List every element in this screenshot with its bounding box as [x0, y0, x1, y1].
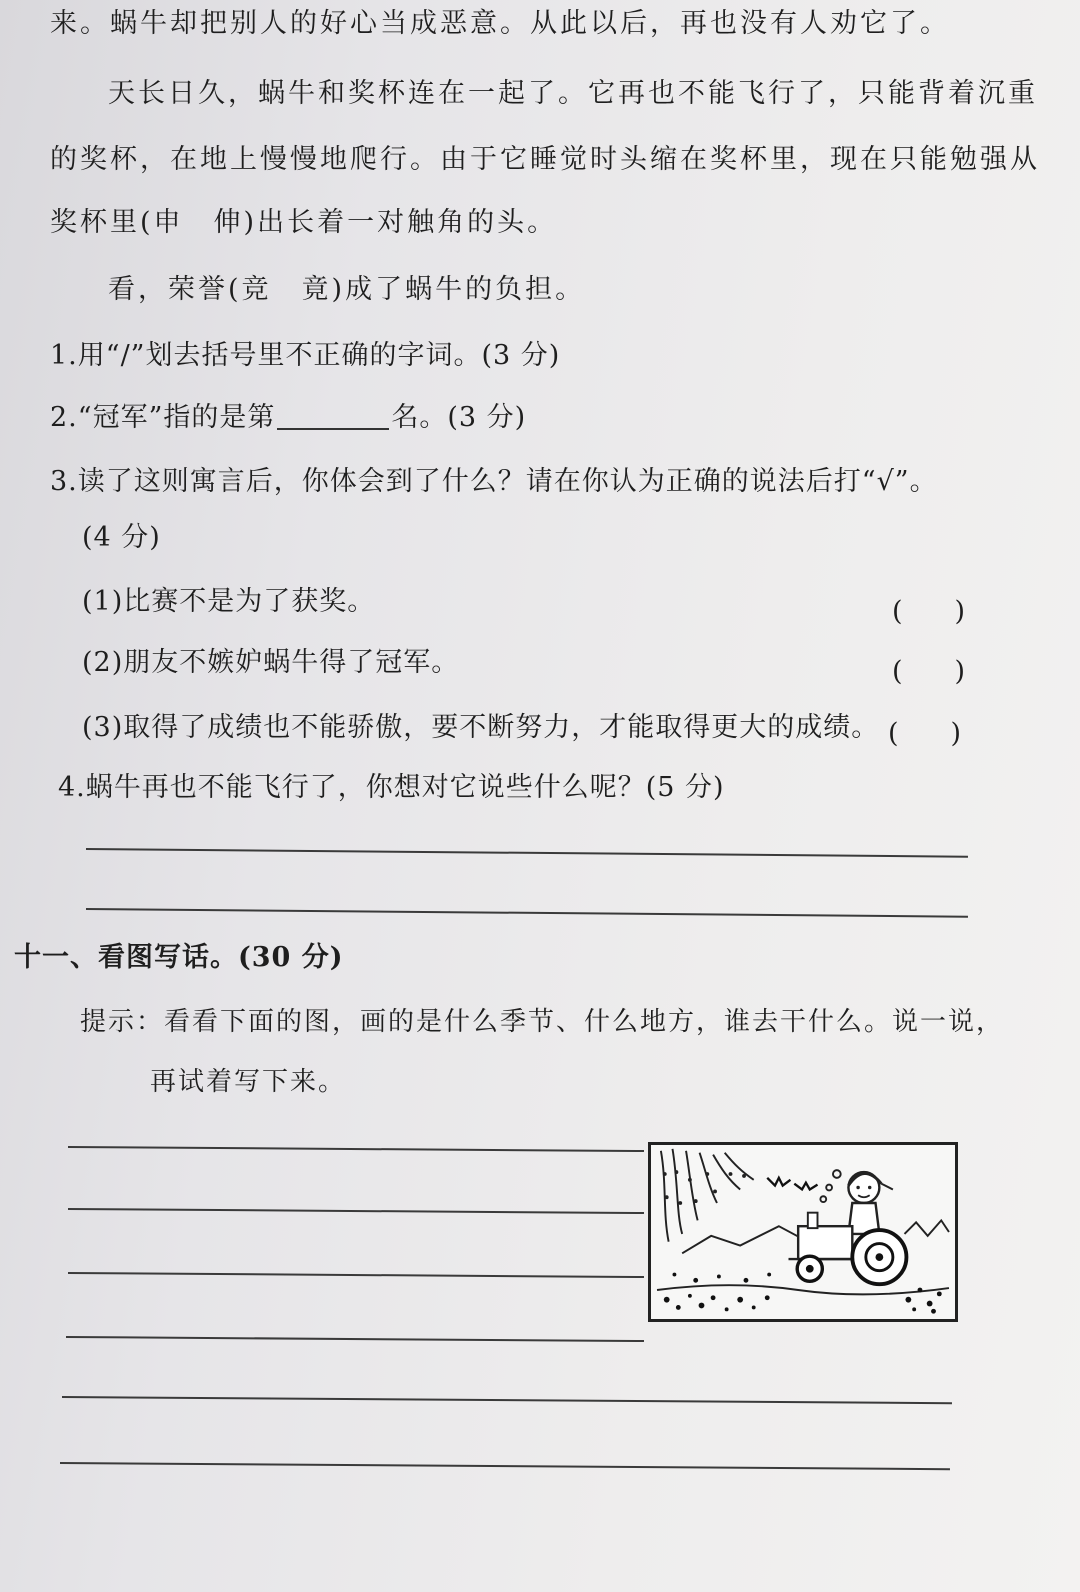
- story-line-5: 看，荣誉(竞 竟)成了蜗牛的负担。: [108, 274, 586, 305]
- option-3-check-box[interactable]: [888, 718, 961, 749]
- q4-answer-line-2[interactable]: [86, 908, 968, 918]
- option-3-paren-close: ): [950, 718, 962, 749]
- option-2-paren-close: ): [954, 656, 966, 687]
- tractor-drawing-icon: [651, 1145, 955, 1319]
- bleed-through-text: [559, 380, 568, 410]
- story-line-2: 天长日久，蜗牛和奖杯连在一起了。它再也不能飞行了，只能背着沉重: [108, 78, 1038, 109]
- writing-line-5[interactable]: [62, 1396, 952, 1404]
- option-3: (3)取得了成绩也不能骄傲，要不断努力，才能取得更大的成绩。: [82, 712, 880, 743]
- option-1-paren-open: (: [892, 596, 903, 627]
- section-11-hint-cont: 再试着写下来。: [150, 1067, 347, 1097]
- option-2-check-box[interactable]: [892, 656, 965, 687]
- section-11-hint: 提示：看看下面的图，画的是什么季节、什么地方，谁去干什么。说一说，: [80, 1007, 1005, 1037]
- option-3-paren-open: (: [888, 718, 899, 749]
- story-line-1: 来。蜗牛却把别人的好心当成恶意。从此以后，再也没有人劝它了。: [50, 8, 950, 39]
- question-2: [50, 400, 526, 436]
- option-1: (1)比赛不是为了获奖。: [82, 586, 376, 617]
- option-1-paren-close: ): [954, 596, 966, 627]
- option-1-check-box[interactable]: [892, 596, 965, 627]
- question-3: 3.读了这则寓言后，你体会到了什么？请在你认为正确的说法后打“√”。: [50, 466, 938, 497]
- question-2-prefix: 2.“冠军”指的是第: [50, 402, 276, 433]
- option-2: (2)朋友不嫉妒蜗牛得了冠军。: [82, 647, 460, 678]
- writing-line-4[interactable]: [66, 1336, 644, 1342]
- question-3-score: (4 分): [82, 522, 161, 553]
- writing-line-3[interactable]: [68, 1272, 644, 1278]
- story-line-4: 奖杯里(申 伸)出长着一对触角的头。: [50, 207, 558, 238]
- tractor-farmer-illustration: [648, 1142, 958, 1322]
- q4-answer-line-1[interactable]: [86, 848, 968, 858]
- question-2-answer-blank[interactable]: [277, 402, 389, 430]
- question-4: 4.蜗牛再也不能飞行了，你想对它说些什么呢？(5 分): [58, 772, 725, 803]
- option-2-paren-open: (: [892, 656, 903, 687]
- writing-line-6[interactable]: [60, 1462, 950, 1470]
- writing-line-1[interactable]: [68, 1146, 644, 1152]
- question-2-suffix: 名。(3 分): [391, 402, 527, 433]
- section-11-title: 十一、看图写话。(30 分): [14, 942, 344, 973]
- question-1: 1.用“/”划去括号里不正确的字词。(3 分): [50, 340, 561, 371]
- story-line-3: 的奖杯，在地上慢慢地爬行。由于它睡觉时头缩在奖杯里，现在只能勉强从: [50, 144, 1040, 175]
- writing-line-2[interactable]: [68, 1208, 644, 1214]
